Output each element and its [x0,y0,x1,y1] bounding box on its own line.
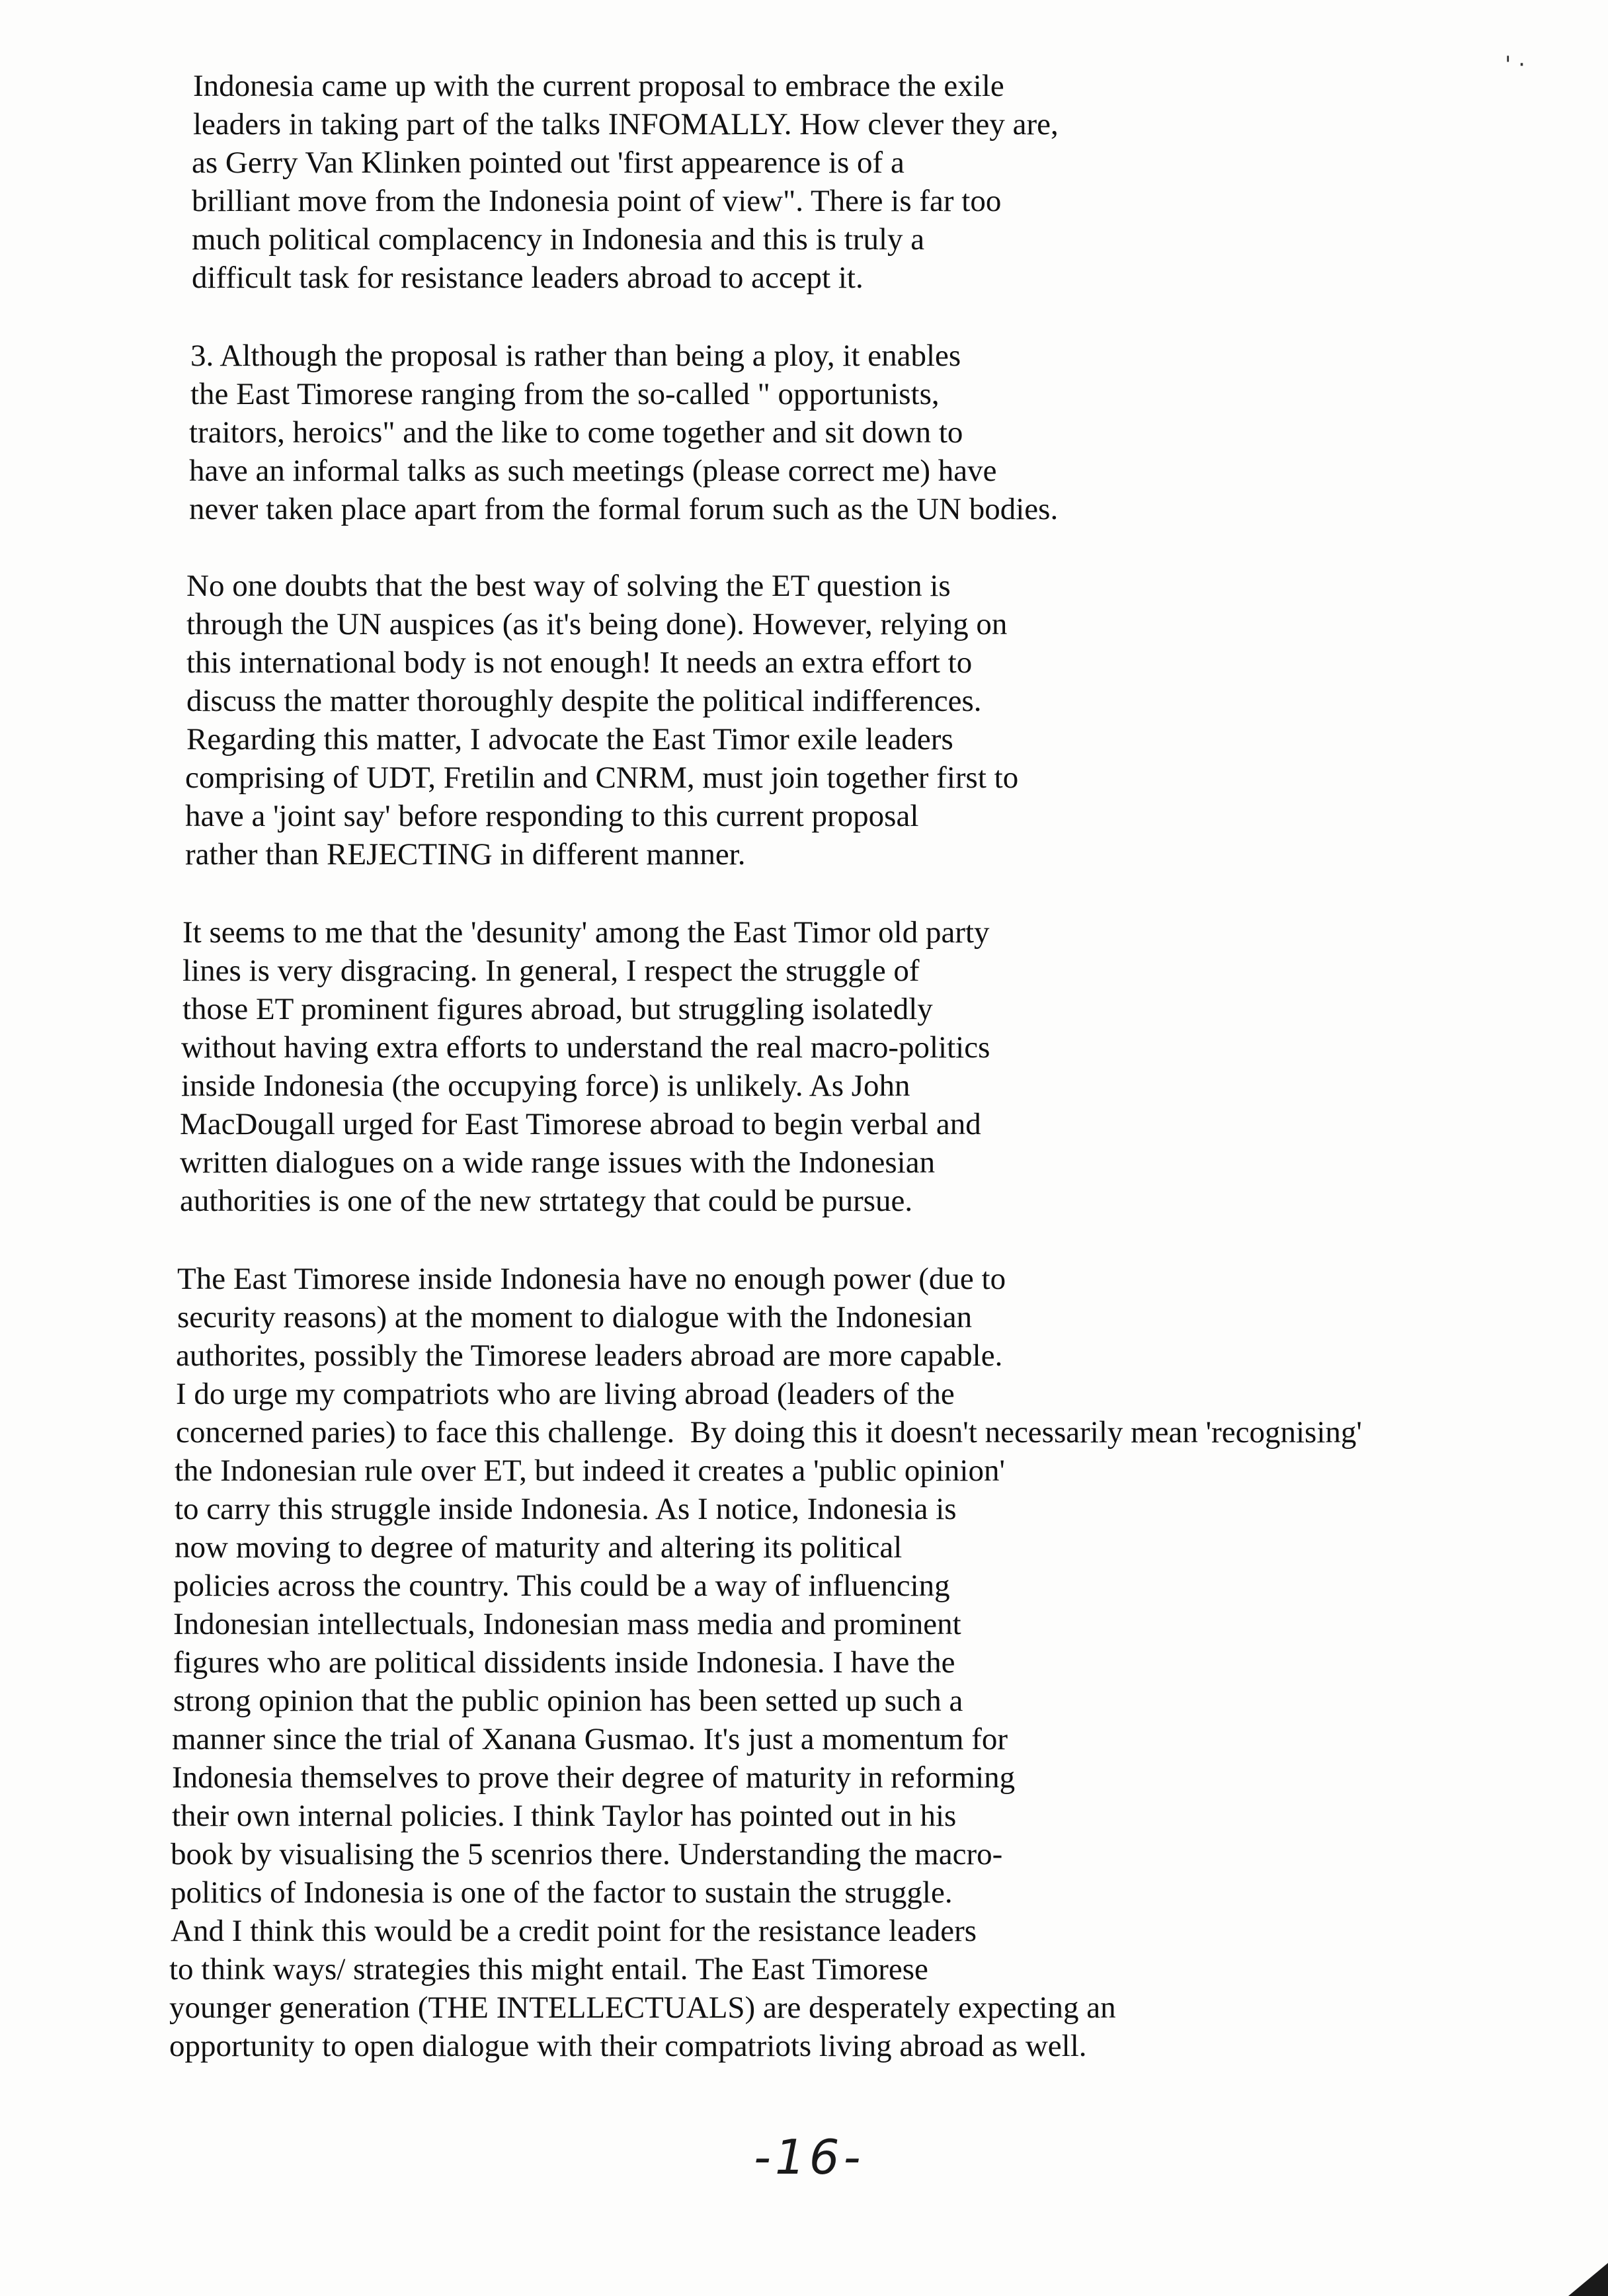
text-line: book by visualising the 5 scenrios there. Understanding the macro- [171,1837,1003,1871]
text-line: as Gerry Van Klinken pointed out 'first appearence is of a [192,145,904,180]
text-line: Regarding this matter, I advocate the East Timor exile leaders [186,722,953,757]
corner-mark: ' · [1505,52,1525,78]
text-line: traitors, heroics" and the like to come together and sit down to [189,415,963,450]
text-line: opportunity to open dialogue with their compatriots living abroad as well. [169,2029,1087,2063]
text-line: No one doubts that the best way of solving the ET question is [186,569,951,603]
text-line: without having extra efforts to understand the real macro-politics [181,1030,990,1065]
text-line: to think ways/ strategies this might entail. The East Timorese [169,1952,928,1987]
text-line: much political complacency in Indonesia and this is truly a [192,222,925,257]
text-line: strong opinion that the public opinion has been setted up such a [173,1684,963,1718]
text-line: their own internal policies. I think Taylor has pointed out in his [172,1799,957,1833]
text-line: now moving to degree of maturity and altering its political [175,1530,903,1565]
text-line: concerned paries) to face this challenge. By doing this it doesn't necessarily mean 'recognising' [176,1415,1362,1450]
text-line: to carry this struggle inside Indonesia. As I notice, Indonesia is [175,1492,957,1526]
text-line: Indonesian intellectuals, Indonesian mass media and prominent [173,1607,961,1641]
text-line: the East Timorese ranging from the so-called " opportunists, [190,377,940,411]
text-line: those ET prominent figures abroad, but struggling isolatedly [182,992,933,1026]
text-line: the Indonesian rule over ET, but indeed it creates a 'public opinion' [175,1454,1005,1488]
text-line: MacDougall urged for East Timorese abroad to begin verbal and [180,1107,981,1141]
text-line: 3. Although the proposal is rather than being a ploy, it enables [190,339,961,373]
text-line: comprising of UDT, Fretilin and CNRM, must join together first to [185,760,1019,795]
text-line: difficult task for resistance leaders abroad to accept it. [192,261,864,295]
text-line: I do urge my compatriots who are living abroad (leaders of the [176,1377,955,1411]
text-line: manner since the trial of Xanana Gusmao. It's just a momentum for [172,1722,1008,1756]
text-line: this international body is not enough! It needs an extra effort to [186,645,973,680]
text-line: It seems to me that the 'desunity' among the East Timor old party [182,915,990,950]
text-line: have an informal talks as such meetings (please correct me) have [189,454,997,488]
text-line: lines is very disgracing. In general, I respect the struggle of [182,954,920,988]
text-line: security reasons) at the moment to dialogue with the Indonesian [177,1300,973,1334]
text-line: Indonesia came up with the current proposal to embrace the exile [193,69,1004,103]
text-line: written dialogues on a wide range issues with the Indonesian [180,1145,936,1180]
text-line: brilliant move from the Indonesia point of view". There is far too [192,184,1002,218]
text-line: inside Indonesia (the occupying force) is unlikely. As John [181,1069,910,1103]
text-line: discuss the matter thoroughly despite the political indifferences. [186,684,982,718]
text-line: leaders in taking part of the talks INFOMALLY. How clever they are, [193,107,1059,142]
text-line: figures who are political dissidents inside Indonesia. I have the [173,1645,955,1680]
text-line: never taken place apart from the formal forum such as the UN bodies. [189,492,1059,526]
text-line: And I think this would be a credit point for the resistance leaders [171,1914,977,1948]
text-line: younger generation (THE INTELLECTUALS) are desperately expecting an [169,1990,1116,2025]
page-number: -16- [754,2129,865,2185]
text-line: through the UN auspices (as it's being done). However, relying on [186,607,1008,641]
text-line: Indonesia themselves to prove their degree of maturity in reforming [172,1760,1016,1795]
text-line: have a 'joint say' before responding to this current proposal [185,799,919,833]
text-line: authorities is one of the new strtategy that could be pursue. [180,1184,913,1218]
text-line: politics of Indonesia is one of the factor to sustain the struggle. [171,1875,953,1910]
text-line: The East Timorese inside Indonesia have no enough power (due to [177,1262,1006,1296]
text-line: policies across the country. This could be a way of influencing [173,1569,950,1603]
scan-corner-artifact [1529,2256,1608,2296]
text-line: rather than REJECTING in different manner. [185,837,746,872]
text-line: authorites, possibly the Timorese leaders abroad are more capable. [176,1338,1003,1373]
